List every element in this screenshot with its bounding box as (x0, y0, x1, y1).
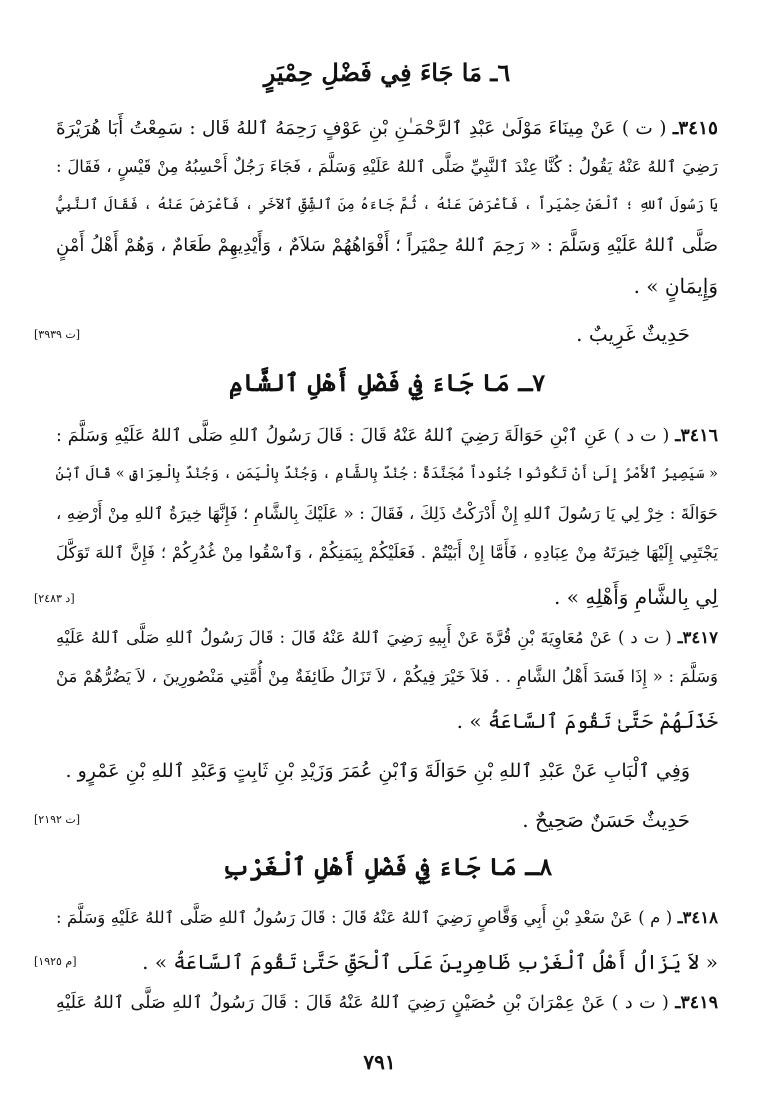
hadith-3418-line-1 (56, 910, 718, 927)
hadith-number: ٣٤١٨ـ (677, 908, 718, 927)
section-heading-7: ٧ـ مَا جَاءَ فِي فَضْلِ أَهْلِ ٱلشَّامِ (228, 368, 546, 397)
hadith-3416-reference: [د ٢٤٨٣] (34, 592, 75, 605)
line-text: ( م ) عَنْ سَعْدِ بْنِ أَبِي وَقَّاصٍ رَضِيَ ٱللهُ عَنْهُ قَالَ : قَالَ رَسُولُ ٱللهِ صَلَّى ٱللهُ عَلَيْهِ وَسَلَّمَ : (56, 908, 673, 927)
hadith-3415-reference: [ت ٣٩٣٩] (34, 328, 81, 341)
hadith-3417-bab: وَفِي ٱلْبَابِ عَنْ عَبْدِ ٱللهِ بْنِ حَوَالَةَ وَٱبْنِ عُمَرَ وَزَيْدِ بْنِ ثَابِتٍ وَعَبْدِ ٱللهِ بْنِ عَمْرٍو . (65, 760, 690, 782)
hadith-3417-grade: حَدِيثٌ حَسَنٌ صَحِيحٌ . (522, 808, 690, 832)
hadith-3416-line-3: حَوَالَةَ : خِرْ لِي يَا رَسُولَ ٱللهِ إِنْ أَدْرَكْتُ ذَلِكَ ، فَقَالَ : « عَلَيْكَ بِالشَّامِ ؛ فَإِنَّهَا خِيرَةُ ٱللهِ مِنْ أَرْضِهِ ، (56, 504, 718, 523)
hadith-3415-line-4: صَلَّى ٱللهُ عَلَيْهِ وَسَلَّمَ : « رَحِمَ ٱللهُ حِمْيَراً ؛ أَفْوَاهُهُمْ سَلاَمٌ ، وَأَيْدِيهِمْ طَعَامٌ ، وَهُمْ أَهْلُ أَمْنٍ (56, 235, 718, 256)
hadith-number: ٣٤١٧ـ (677, 628, 718, 647)
line-text: ( ت د ) عَنْ مُعَاوِيَةَ بْنِ قُرَّةَ عَنْ أَبِيهِ رَضِيَ ٱللهُ عَنْهُ قَالَ : قَالَ رَسُولُ ٱللهِ صَلَّى ٱللهُ عَلَيْهِ (56, 628, 672, 647)
hadith-3416-line-5: لِي بِالشَّامِ وَأَهْلِهِ » . (554, 585, 718, 609)
hadith-number: ٣٤١٩ـ (675, 993, 718, 1013)
hadith-3418-line-2: « لاَ يَزَالُ أَهْلُ ٱلْغَرْبِ ظَاهِرِينَ عَلَى ٱلْحَقِّ حَتَّىٰ تَقُومَ ٱلسَّاعَةُ » . (142, 950, 718, 974)
hadith-3417-line-1 (56, 630, 718, 647)
section-heading-6: ٦ـ مَا جَاءَ فِي فَضْلِ حِمْيَرٍ (263, 58, 511, 87)
hadith-3417-reference: [ت ٢١٩٢] (34, 813, 81, 826)
page-number: ٧٩١ (363, 1050, 396, 1074)
hadith-3419-line-1 (56, 995, 718, 1013)
hadith-3417-line-2: وَسَلَّمَ : « إِذَا فَسَدَ أَهْلُ الشَّامِ . . فَلاَ خَيْرَ فِيكُمْ ، لاَ تَزَالُ طَائِفَةٌ مِنْ أُمَّتِي مَنْصُورِينَ ، لاَ يَضُرُّهُمْ مَنْ (56, 667, 718, 686)
hadith-number: ٣٤١٦ـ (675, 426, 718, 446)
hadith-3415-grade: حَدِيثٌ غَرِيبٌ . (576, 322, 690, 346)
hadith-number: ٣٤١٥ـ (672, 118, 718, 139)
hadith-3416-line-2: « سَيَصِيرُ ٱلأَمْرُ إِلَىٰ أَنْ تَكُونُوا جُنُوداً مُجَنَّدَةً : جُنْدٌ بِالشَّامِ ، وَجُنْدٌ بِالْيَمَنِ ، وَجُنْدٌ بِالْعِرَاقِ » قَالَ ٱبْنُ (55, 466, 718, 482)
line-text: ( ت د ) عَنْ عِمْرَانَ بْنِ حُصَيْنٍ رَضِيَ ٱللهُ عَنْهُ قَالَ : قَالَ رَسُولُ ٱللهِ صَلَّى ٱللهُ عَلَيْهِ (56, 993, 669, 1013)
section-heading-8: ٨ـ مَا جَاءَ فِي فَضْلِ أَهْلِ ٱلْغَرْبِ (221, 852, 553, 881)
line-text: ( ت ) عَنْ مِينَاءَ مَوْلَىٰ عَبْدِ ٱلرَّحْمَـٰنِ بْنِ عَوْفٍ رَحِمَهُ ٱللهُ قَال : سَمِعْتُ أَبَا هُرَيْرَةَ (56, 118, 667, 139)
hadith-3416-line-1 (56, 428, 718, 446)
hadith-3415-line-1 (56, 120, 718, 139)
hadith-3415-line-5: وَإِيمَانٍ » . (633, 274, 718, 298)
hadith-3417-line-3: خَذَلَهُمْ حَتَّىٰ تَقُومَ ٱلسَّاعَةُ » . (456, 709, 718, 733)
hadith-3418-reference: [م ١٩٢٥] (34, 955, 77, 968)
hadith-3415-line-3: يَا رَسُولَ ٱللهِ ؛ ٱلْعَنْ حِمْيَراً ، فَأَعْرَضَ عَنْهُ ، ثُمَّ جَاءَهُ مِنَ ٱلشِّقِّ ٱلآخَرِ ، فَأَعْرَضَ عَنْهُ ، فَقَالَ ٱلنَّبِيُّ (56, 197, 718, 213)
hadith-3415-line-2: رَضِيَ ٱللهُ عَنْهُ يَقُولُ : كُنَّا عِنْدَ ٱلنَّبِيِّ صَلَّى ٱللهُ عَلَيْهِ وَسَلَّمَ ، فَجَاءَ رَجُلٌ أَحْسِبُهُ مِنْ قَيْسٍ ، فَقَالَ : (56, 157, 718, 176)
hadith-3416-line-4: يَجْتَبِي إِلَيْهَا خِيرَتَهُ مِنْ عِبَادِهِ ، فَأَمَّا إِنْ أَبَيْتُمْ . فَعَلَيْكُمْ بِيَمَنِكُمْ ، وَٱسْقُوا مِنْ غُدُرِكُمْ ؛ فَإِنَّ ٱللهَ تَوَكَّلَ (56, 543, 718, 562)
line-text: ( ت د ) عَنِ ٱبْنِ حَوَالَةَ رَضِيَ ٱللهُ عَنْهُ قَالَ : قَالَ رَسُولُ ٱللهِ صَلَّى ٱللهُ عَلَيْهِ وَسَلَّمَ : (56, 426, 670, 446)
